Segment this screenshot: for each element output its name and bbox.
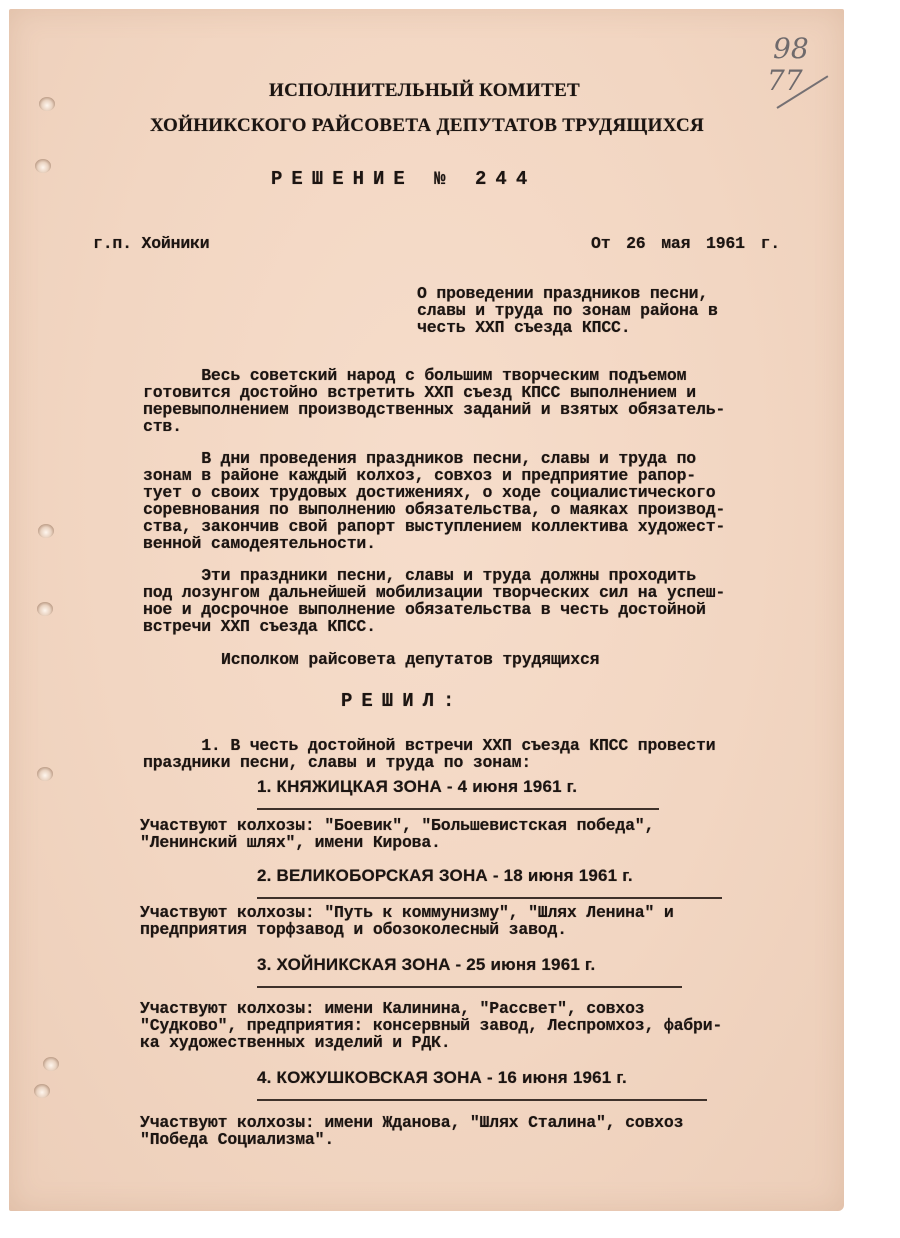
zone-participants: Участвуют колхозы: "Боевик", "Большевистская победа", — [140, 816, 655, 835]
zone-heading: 2. ВЕЛИКОБОРСКАЯ ЗОНА - 18 июня 1961 г. — [257, 866, 633, 885]
text-line: тует о своих трудовых достижениях, о ходе социалистического — [143, 483, 716, 502]
binder-hole — [35, 159, 51, 173]
date: От 26 мая 1961 г. — [591, 234, 780, 253]
old-sheet-number: 77 — [767, 64, 803, 97]
place: г.п. Хойники — [93, 234, 210, 253]
text-line: В дни проведения праздников песни, славы и труда по — [143, 449, 696, 468]
binder-hole — [38, 524, 54, 538]
zone-underline — [257, 808, 659, 810]
text-line: зонам в районе каждый колхоз, совхоз и предприятие рапор- — [143, 466, 696, 485]
binder-hole — [43, 1057, 59, 1071]
text-line: под лозунгом дальнейшей мобилизации творческих сил на успеш- — [143, 583, 726, 602]
text-line: ное и досрочное выполнение обязательства в честь достойной — [143, 600, 706, 619]
decision-title: РЕШЕНИЕ № 244 — [271, 168, 537, 190]
binder-hole — [37, 767, 53, 781]
resolved-heading: РЕШИЛ: — [341, 690, 464, 712]
text-line: соревнования по выполнению обязательства, о маяках производ- — [143, 500, 726, 519]
zone-underline — [257, 1099, 707, 1101]
zone-heading: 3. ХОЙНИКСКАЯ ЗОНА - 25 июня 1961 г. — [257, 955, 596, 974]
binder-hole — [34, 1084, 50, 1098]
zone-participants: "Судково", предприятия: консервный завод, Леспромхоз, фабри- — [140, 1016, 723, 1035]
subject-line: честь ХХП съезда КПСС. — [417, 318, 631, 337]
document-page — [9, 9, 844, 1211]
zone-participants: "Ленинский шлях", имени Кирова. — [140, 833, 441, 852]
zone-participants: "Победа Социализма". — [140, 1130, 335, 1149]
text-line: ства, закончив свой рапорт выступлением коллектива художест- — [143, 517, 726, 536]
binder-hole — [37, 602, 53, 616]
zone-participants: Участвуют колхозы: имени Калинина, "Рассвет", совхоз — [140, 999, 645, 1018]
zone-heading: 4. КОЖУШКОВСКАЯ ЗОНА - 16 июня 1961 г. — [257, 1068, 627, 1087]
text-line: венной самодеятельности. — [143, 534, 376, 553]
header-line-2: ХОЙНИКСКОГО РАЙСОВЕТА ДЕПУТАТОВ ТРУДЯЩИХСЯ — [150, 115, 705, 136]
zone-participants: предприятия торфзавод и обозоколесный завод. — [140, 920, 567, 939]
text-line: Эти праздники песни, славы и труда должны проходить — [143, 566, 696, 585]
text-line: Весь советский народ с большим творческим подъемом — [143, 366, 687, 385]
header-line-1: ИСПОЛНИТЕЛЬНЫЙ КОМИТЕТ — [269, 80, 581, 101]
zone-participants: Участвуют колхозы: "Путь к коммунизму", "Шлях Ленина" и — [140, 903, 674, 922]
text-line: встречи ХХП съезда КПСС. — [143, 617, 376, 636]
subject-line: славы и труда по зонам района в — [417, 301, 718, 320]
ispolkom-line: Исполком райсовета депутатов трудящихся — [221, 650, 600, 669]
text-line: готовится достойно встретить ХХП съезд КПСС выполнением и — [143, 383, 696, 402]
text-line: 1. В честь достойной встречи ХХП съезда КПСС провести — [143, 736, 716, 755]
zone-heading: 1. КНЯЖИЦКАЯ ЗОНА - 4 июня 1961 г. — [257, 777, 578, 796]
subject-line: О проведении праздников песни, — [417, 284, 709, 303]
binder-hole — [39, 97, 55, 111]
text-line: праздники песни, славы и труда по зонам: — [143, 753, 532, 772]
text-line: ств. — [143, 417, 182, 436]
zone-participants: Участвуют колхозы: имени Жданова, "Шлях Сталина", совхоз — [140, 1113, 684, 1132]
text-line: перевыполнением производственных заданий и взятых обязатель- — [143, 400, 726, 419]
zone-underline — [257, 897, 722, 899]
sheet-number: 98 — [773, 32, 809, 65]
zone-underline — [257, 986, 682, 988]
zone-participants: ка художественных изделий и РДК. — [140, 1033, 451, 1052]
